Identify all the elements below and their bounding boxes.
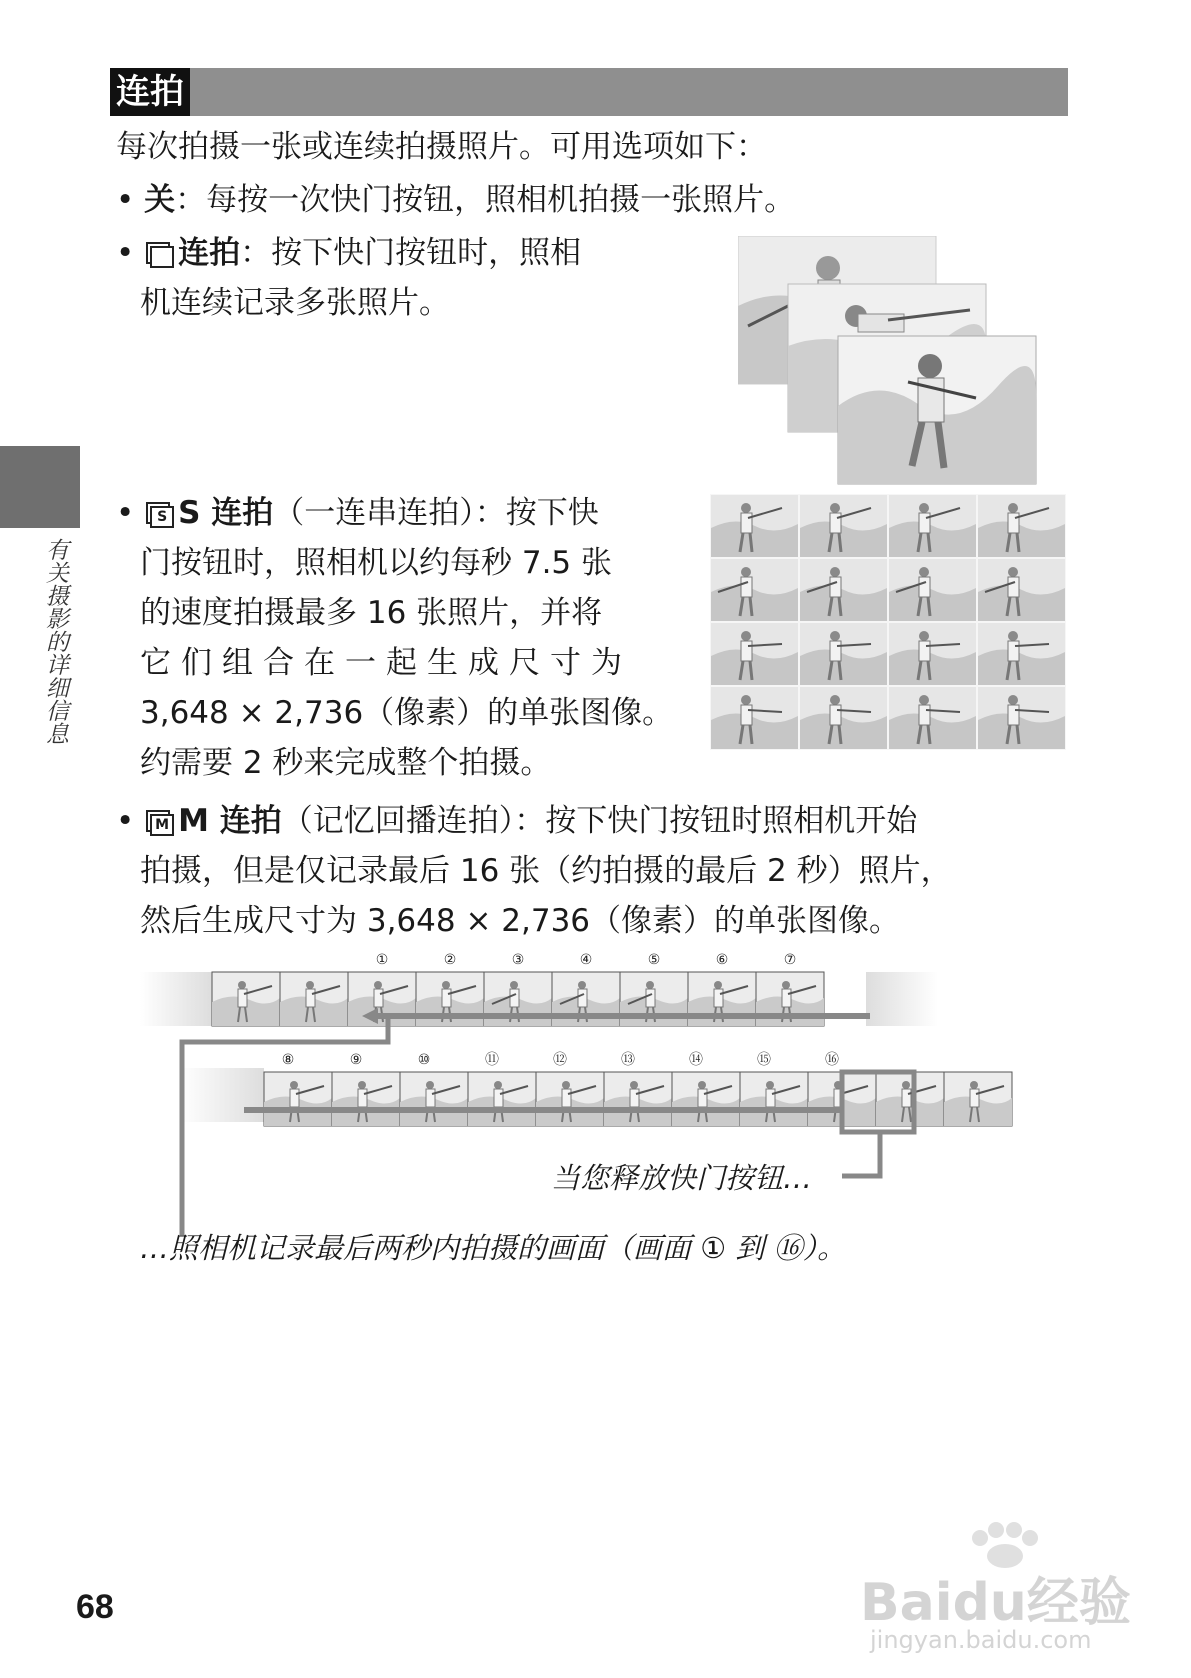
option-s-line: 3,648 × 2,736（像素）的单张图像。 xyxy=(140,695,674,731)
grid-frame xyxy=(800,559,887,621)
caption-release: 当您释放快门按钮… xyxy=(551,1161,813,1195)
frame-number: ⑫ xyxy=(553,1052,567,1068)
grid-frame xyxy=(800,687,887,749)
option-m-continuous-label: M 连拍 xyxy=(178,803,282,839)
bullet: • xyxy=(116,495,145,531)
bullet: • xyxy=(116,235,145,271)
timeline-frame xyxy=(400,1072,468,1126)
frame-number: ⑮ xyxy=(757,1052,771,1068)
grid-frame xyxy=(800,495,887,557)
timeline-frame xyxy=(264,1072,332,1126)
s-grid-svg xyxy=(710,494,1066,750)
frame-number: ⑪ xyxy=(485,1052,499,1068)
frame-number: ⑭ xyxy=(689,1052,703,1068)
frame-number: ⑤ xyxy=(647,952,661,968)
frame-number: ④ xyxy=(579,952,593,968)
option-s-continuous-label: S 连拍 xyxy=(178,495,274,531)
option-m-line: 拍摄，但是仅记录最后 16 张（约拍摄的最后 2 秒）照片， xyxy=(140,853,952,889)
timeline-frame xyxy=(468,1072,536,1126)
grid-frame xyxy=(800,623,887,685)
option-s-line: 它们组合在一起生成尺寸为 xyxy=(140,645,632,681)
frame-number: ② xyxy=(443,952,457,968)
timeline-frame xyxy=(672,1072,740,1126)
timeline-frame xyxy=(536,1072,604,1126)
option-continuous-line1: ：按下快门按钮时，照相 xyxy=(240,235,582,271)
grid-frame xyxy=(889,687,976,749)
grid-frame xyxy=(889,559,976,621)
continuous-photos xyxy=(738,236,1038,486)
caption-record: …照相机记录最后两秒内拍摄的画面（画面 ① 到 ⑯）。 xyxy=(140,1231,847,1265)
timeline-frame xyxy=(876,1072,944,1126)
option-s-continuous xyxy=(116,488,599,538)
timeline-frame xyxy=(944,1072,1012,1126)
option-s-line: 约需要 2 秒来完成整个拍摄。 xyxy=(140,745,552,781)
bullet: • xyxy=(116,803,145,839)
m-continuous-diagram xyxy=(140,950,1070,1270)
frame-number: ⑯ xyxy=(825,1052,839,1068)
option-off xyxy=(116,175,795,225)
grid-frame xyxy=(711,495,798,557)
baidu-watermark xyxy=(850,1520,1150,1670)
option-s-line: （一连串连拍）：按下快 xyxy=(273,495,599,531)
frame-number: ⑦ xyxy=(783,952,797,968)
option-continuous xyxy=(116,228,581,278)
continuous-icon xyxy=(146,242,172,266)
grid-frame xyxy=(978,623,1065,685)
option-s-line: 的速度拍摄最多 16 张照片，并将 xyxy=(140,595,603,631)
grid-frame xyxy=(978,559,1065,621)
option-s-line: 门按钮时，照相机以约每秒 7.5 张 xyxy=(140,545,613,581)
frame-number: ⑥ xyxy=(715,952,729,968)
timeline-frame xyxy=(604,1072,672,1126)
frame-number: ⑩ xyxy=(417,1052,431,1068)
chapter-tab-text: 有关摄影的详细信息 xyxy=(42,538,68,745)
m-continuous-icon: M xyxy=(146,810,172,834)
grid-frame xyxy=(978,687,1065,749)
option-m-continuous xyxy=(116,796,917,846)
grid-frame xyxy=(889,495,976,557)
s-continuous-grid xyxy=(710,494,1066,750)
option-continuous-line2: 机连续记录多张照片。 xyxy=(140,285,450,321)
frame-number: ⑬ xyxy=(621,1052,635,1068)
section-title-bar xyxy=(110,68,1068,116)
frame-number: ③ xyxy=(511,952,525,968)
continuous-illustration xyxy=(738,236,1038,486)
intro-text: 每次拍摄一张或连续拍摄照片。可用选项如下： xyxy=(116,129,767,165)
option-continuous-label: 连拍 xyxy=(178,235,241,271)
frame-number: ⑧ xyxy=(281,1052,295,1068)
chapter-tab xyxy=(0,446,80,528)
grid-frame xyxy=(889,623,976,685)
option-m-line: 然后生成尺寸为 3,648 × 2,736（像素）的单张图像。 xyxy=(140,903,901,939)
watermark-brand: Baidu经验 xyxy=(860,1573,1131,1633)
frame-number: ⑨ xyxy=(349,1052,363,1068)
timeline-frame xyxy=(332,1072,400,1126)
grid-frame xyxy=(711,623,798,685)
option-off-label: 关 xyxy=(144,182,176,218)
timeline-frame xyxy=(280,972,348,1026)
grid-frame xyxy=(711,687,798,749)
timeline-frames xyxy=(140,950,1070,1270)
s-continuous-icon: S xyxy=(146,502,172,526)
grid-frame xyxy=(711,559,798,621)
option-off-desc: ：每按一次快门按钮，照相机拍摄一张照片。 xyxy=(175,182,796,218)
section-title: 连拍 xyxy=(110,68,190,116)
timeline-frame xyxy=(740,1072,808,1126)
bullet: • xyxy=(116,182,145,218)
watermark-url: jingyan.baidu.com xyxy=(870,1626,1092,1654)
page-number: 68 xyxy=(76,1588,114,1626)
frame-number: ① xyxy=(375,952,389,968)
grid-frame xyxy=(978,495,1065,557)
option-m-line: （记忆回播连拍）：按下快门按钮时照相机开始 xyxy=(281,803,918,839)
timeline-frame xyxy=(212,972,280,1026)
